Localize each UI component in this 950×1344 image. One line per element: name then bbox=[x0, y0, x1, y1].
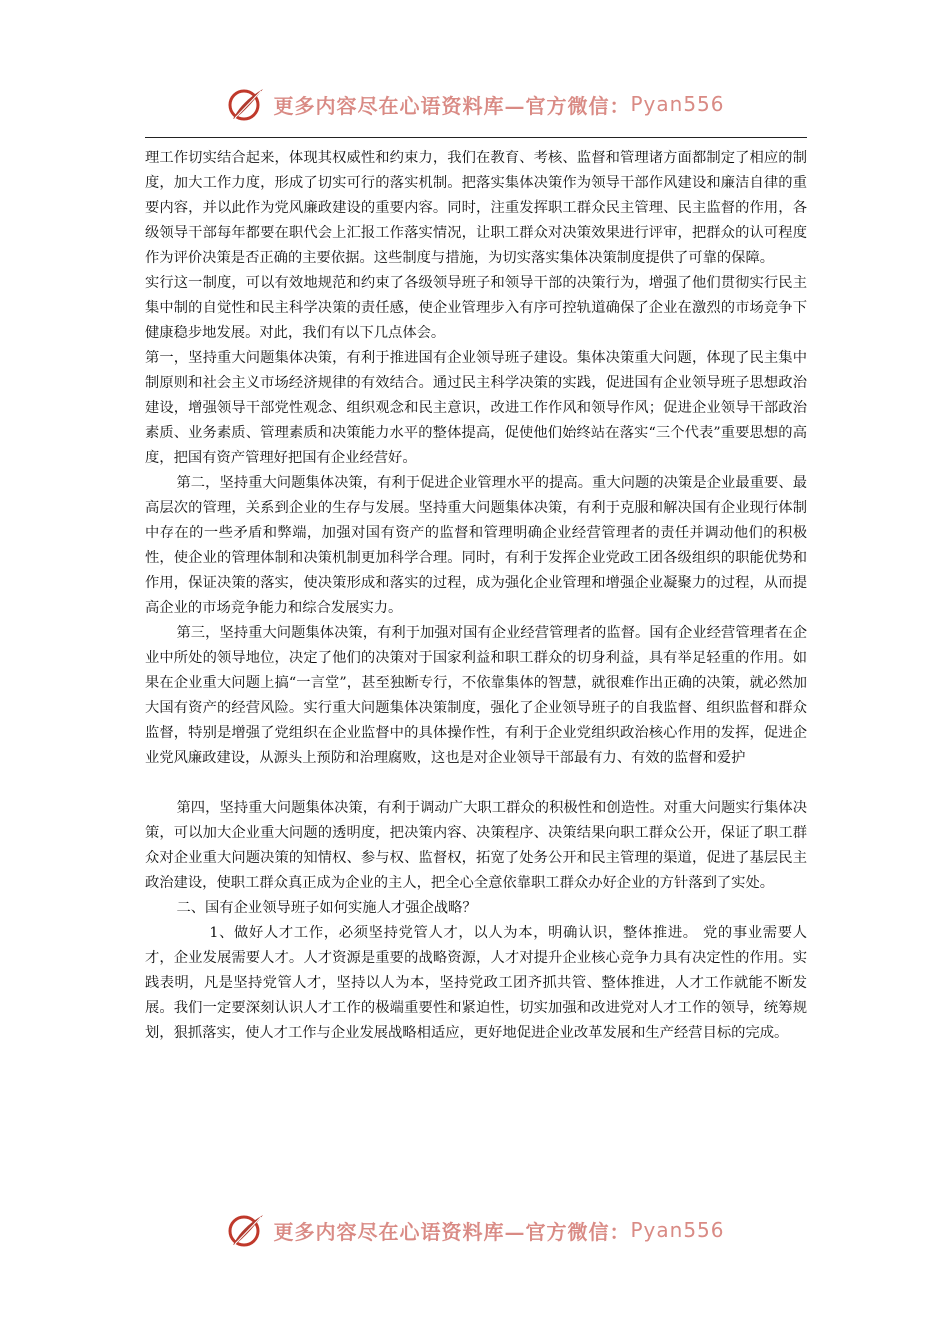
feather-pen-logo-icon bbox=[225, 85, 267, 123]
feather-pen-logo-icon bbox=[225, 1211, 267, 1249]
paragraph-second-point: 第二，坚持重大问题集体决策，有利于促进企业管理水平的提高。重大问题的决策是企业最重要、最高层次的管理，关系到企业的生存与发展。坚持重大问题集体决策，有利于克服和解决国有企业现行体制中存在的一些矛盾和弊端，加强对国有资产的监督和管理明确企业经营管理者的责任并调动他们的积极性，使企业的管理体制和决策机制更加科学合理。同时，有利于发挥企业党政工团各级组织的职能优势和作用，保证决策的落实，使决策形成和落实的过程，成为强化企业管理和增强企业凝聚力的过程，从而提高企业的市场竞争能力和综合发展实力。 bbox=[145, 475, 807, 616]
header-banner bbox=[0, 82, 950, 126]
document-body bbox=[145, 146, 807, 1046]
header-banner-text: 更多内容尽在心语资料库—官方微信： bbox=[273, 93, 631, 118]
footer-banner-id: Pyan556 bbox=[630, 1218, 725, 1242]
footer-banner bbox=[0, 1208, 950, 1252]
paragraph-third-point: 第三，坚持重大问题集体决策，有利于加强对国有企业经营管理者的监督。国有企业经营管理者在企业中所处的领导地位，决定了他们的决策对于国家利益和职工群众的切身利益，具有举足轻重的作用。如果在企业重大问题上搞“一言堂”，甚至独断专行，不依靠集体的智慧，就很难作出正确的决策，就必然加大国有资产的经营风险。实行重大问题集体决策制度，强化了企业领导班子的自我监督、组织监督和群众监督，特别是增强了党组织在企业监督中的具体操作性，有利于企业党组织政治核心作用的发挥，促进企业党风廉政建设，从源头上预防和治理腐败，这也是对企业领导干部最有力、有效的监督和爱护 bbox=[145, 625, 807, 766]
header-rule bbox=[145, 137, 807, 138]
paragraph-first-point: 第一，坚持重大问题集体决策，有利于推进国有企业领导班子建设。集体决策重大问题，体现了民主集中制原则和社会主义市场经济规律的有效结合。通过民主科学决策的实践，促进国有企业领导班子思想政治建设，增强领导干部党性观念、组织观念和民主意识，改进工作作风和领导作风；促进企业领导干部政治素质、业务素质、管理素质和决策能力水平的整体提高，促使他们始终站在落实“三个代表”重要思想的高度，把国有资产管理好把国有企业经营好。 bbox=[145, 350, 807, 466]
paragraph-fourth-point: 第四，坚持重大问题集体决策，有利于调动广大职工群众的积极性和创造性。对重大问题实行集体决策，可以加大企业重大问题的透明度，把决策内容、决策程序、决策结果向职工群众公开，保证了职工群众对企业重大问题决策的知情权、参与权、监督权，拓宽了处务公开和民主管理的渠道，促进了基层民主政治建设，使职工群众真正成为企业的主人，把全心全意依靠职工群众办好企业的方针落到了实处。 bbox=[145, 800, 807, 891]
paragraph-continuation: 理工作切实结合起来，体现其权威性和约束力，我们在教育、考核、监督和管理诸方面都制定了相应的制度，加大工作力度，形成了切实可行的落实机制。把落实集体决策作为领导干部作风建设和廉洁自律的重要内容，并以此作为党风廉政建设的重要内容。同时，注重发挥职工群众民主管理、民主监督的作用，各级领导干部每年都要在职代会上汇报工作落实情况，让职工群众对决策效果进行评审，把群众的认可程度作为评价决策是否正确的主要依据。这些制度与措施，为切实落实集体决策制度提供了可靠的保障。 bbox=[145, 150, 807, 266]
footer-banner-text: 更多内容尽在心语资料库—官方微信： bbox=[273, 1219, 631, 1244]
section-heading-two: 二、国有企业领导班子如何实施人才强企战略？ bbox=[176, 900, 477, 916]
paragraph-talent-work: 1、做好人才工作，必须坚持党管人才，以人为本，明确认识，整体推进。 党的事业需要人才，企业发展需要人才。人才资源是重要的战略资源，人才对提升企业核心竞争力具有决定性的作用。实践表明，凡是坚持党管人才，坚持以人为本，坚持党政工团齐抓共管、整体推进，人才工作就能不断发展。我们一定要深刻认识人才工作的极端重要性和紧迫性，切实加强和改进党对人才工作的领导，统筹规划，狠抓落实，使人才工作与企业发展战略相适应，更好地促进企业改革发展和生产经营目标的完成。 bbox=[145, 925, 807, 1041]
blank-line bbox=[145, 771, 807, 796]
paragraph-implementation: 实行这一制度，可以有效地规范和约束了各级领导班子和领导干部的决策行为，增强了他们贯彻实行民主集中制的自觉性和民主科学决策的责任感，使企业管理步入有序可控轨道确保了企业在激烈的市场竞争下健康稳步地发展。对此，我们有以下几点体会。 bbox=[145, 275, 807, 341]
header-banner-id: Pyan556 bbox=[630, 92, 725, 116]
